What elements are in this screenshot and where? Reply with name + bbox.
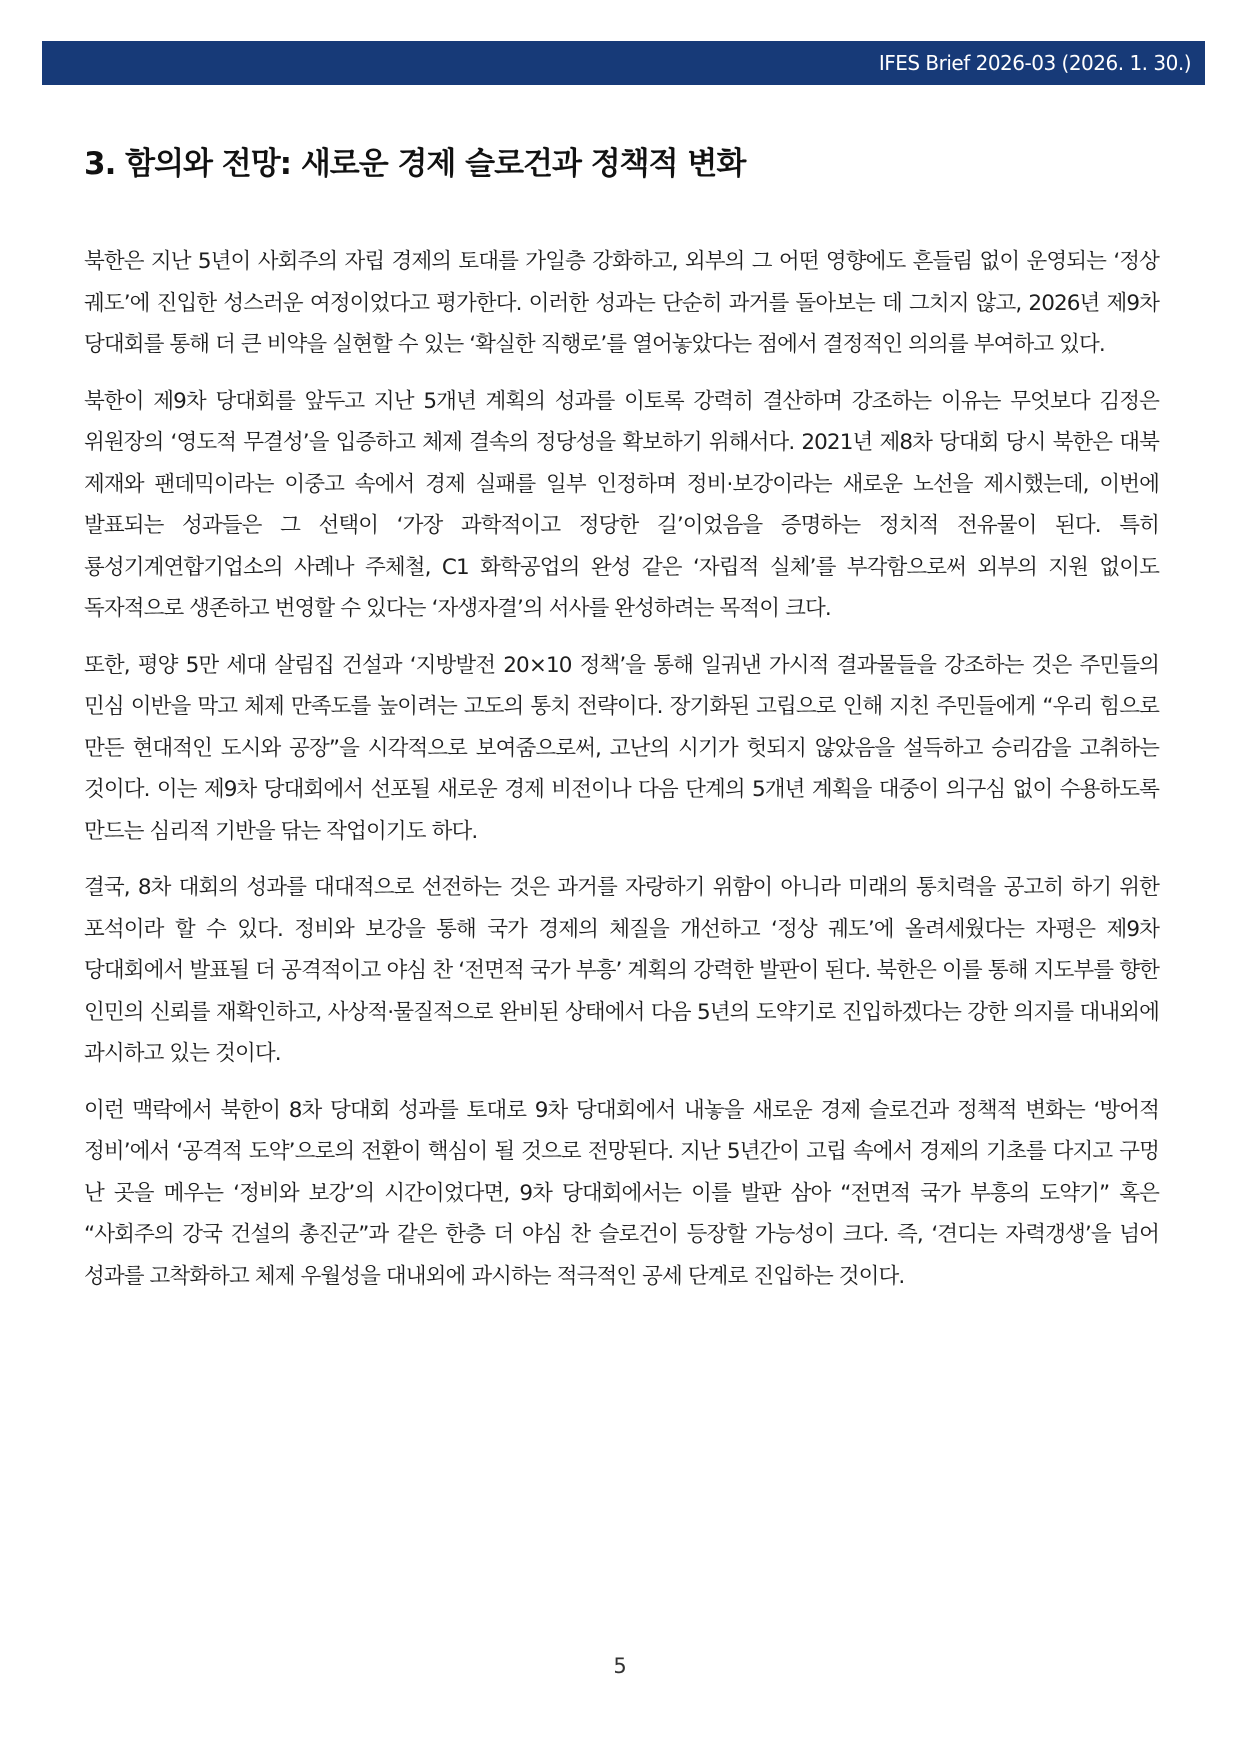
paragraph: 북한은 지난 5년이 사회주의 자립 경제의 토대를 가일층 강화하고, 외부의 그 어떤 영향에도 흔들림 없이 운영되는 ‘정상 궤도’에 진입한 성스러운 여정이었다고 평가한다. 이러한 성과는 단순히 과거를 돌아보는 데 그치지 않고, 2026년 제9차 당대회를 통해 더 큰 비약을 실현할 수 있는 ‘확실한 직행로’를 열어놓았다는 점에서 결정적인 의의를 부여하고 있다. [84, 249, 1159, 357]
section-title: 3. 함의와 전망: 새로운 경제 슬로건과 정책적 변화 [84, 146, 746, 182]
paragraph: 또한, 평양 5만 세대 살림집 건설과 ‘지방발전 20×10 정책’을 통해 일궈낸 가시적 결과물들을 강조하는 것은 주민들의 민심 이반을 막고 체제 만족도를 높이려는 고도의 통치 전략이다. 장기화된 고립으로 인해 지친 주민들에게 “우리 힘으로 만든 현대적인 도시와 공장”을 시각적으로 보여줌으로써, 고난의 시기가 헛되지 않았음을 설득하고 승리감을 고취하는 것이다. 이는 제9차 당대회에서 선포될 새로운 경제 비전이나 다음 단계의 5개년 계획을 대중이 의구심 없이 수용하도록 만드는 심리적 기반을 닦는 작업이기도 하다. [84, 652, 1159, 844]
paragraph: 북한이 제9차 당대회를 앞두고 지난 5개년 계획의 성과를 이토록 강력히 결산하며 강조하는 이유는 무엇보다 김정은 위원장의 ‘영도적 무결성’을 입증하고 체제 결속의 정당성을 확보하기 위해서다. 2021년 제8차 당대회 당시 북한은 대북 제재와 팬데믹이라는 이중고 속에서 경제 실패를 일부 인정하며 정비·보강이라는 새로운 노선을 제시했는데, 이번에 발표되는 성과들은 그 선택이 ‘가장 과학적이고 정당한 길’이었음을 증명하는 정치적 전유물이 된다. 특히 룡성기계연합기업소의 사례나 주체철, C1 화학공업의 완성 같은 ‘자립적 실체’를 부각함으로써 외부의 지원 없이도 독자적으로 생존하고 번영할 수 있다는 ‘자생자결’의 서사를 완성하려는 목적이 크다. [84, 388, 1159, 621]
header-bar [42, 41, 1205, 85]
paragraph: 결국, 8차 대회의 성과를 대대적으로 선전하는 것은 과거를 자랑하기 위함이 아니라 미래의 통치력을 공고히 하기 위한 포석이라 할 수 있다. 정비와 보강을 통해 국가 경제의 체질을 개선하고 ‘정상 궤도’에 올려세웠다는 자평은 제9차 당대회에서 발표될 더 공격적이고 야심 찬 ‘전면적 국가 부흥’ 계획의 강력한 발판이 된다. 북한은 이를 통해 지도부를 향한 인민의 신뢰를 재확인하고, 사상적·물질적으로 완비된 상태에서 다음 5년의 도약기로 진입하겠다는 강한 의지를 대내외에 과시하고 있는 것이다. [84, 875, 1159, 1066]
brief-label: IFES Brief 2026-03 (2026. 1. 30.) [878, 51, 1191, 75]
page-number: 5 [613, 1654, 627, 1678]
body-text [84, 241, 1159, 1312]
paragraph: 이런 맥락에서 북한이 8차 당대회 성과를 토대로 9차 당대회에서 내놓을 새로운 경제 슬로건과 정책적 변화는 ‘방어적 정비’에서 ‘공격적 도약’으로의 전환이 핵심이 될 것으로 전망된다. 지난 5년간이 고립 속에서 경제의 기초를 다지고 구멍 난 곳을 메우는 ‘정비와 보강’의 시간이었다면, 9차 당대회에서는 이를 발판 삼아 “전면적 국가 부흥의 도약기” 혹은 “사회주의 강국 건설의 총진군”과 같은 한층 더 야심 찬 슬로건이 등장할 가능성이 크다. 즉, ‘견디는 자력갱생’을 넘어 성과를 고착화하고 체제 우월성을 대내외에 과시하는 적극적인 공세 단계로 진입하는 것이다. [84, 1097, 1159, 1289]
